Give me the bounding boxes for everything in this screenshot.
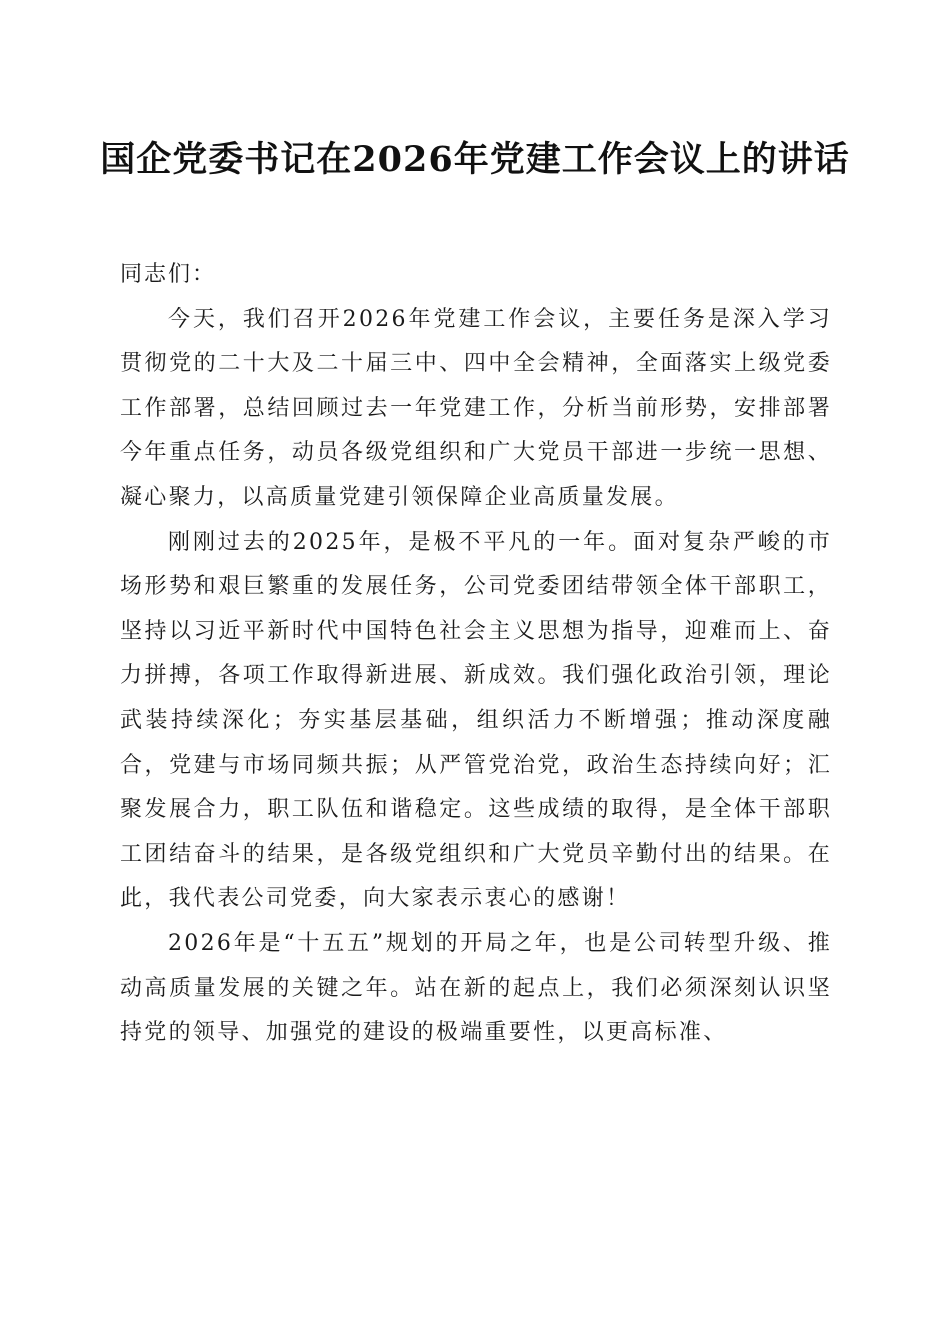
paragraph-review-2025: 刚刚过去的2025年，是极不平凡的一年。面对复杂严峻的市场形势和艰巨繁重的发展任务，公司党委团结带领全体干部职工，坚持以习近平新时代中国特色社会主义思想为指导，迎难而上、奋力拼搏，各项工作取得新进展、新成效。我们强化政治引领，理论武装持续深化；夯实基层基础，组织活力不断增强；推动深度融合，党建与市场同频共振；从严管党治党，政治生态持续向好；汇聚发展合力，职工队伍和谐稳定。这些成绩的取得，是全体干部职工团结奋斗的结果，是各级党组织和广大党员辛勤付出的结果。在此，我代表公司党委，向大家表示衷心的感谢！ bbox=[120, 529, 832, 912]
document-body bbox=[120, 253, 832, 1056]
document-title: 国企党委书记在2026年党建工作会议上的讲话 bbox=[100, 139, 850, 180]
salutation: 同志们： bbox=[120, 262, 217, 287]
paragraph-outlook-2026: 2026年是“十五五”规划的开局之年，也是公司转型升级、推动高质量发展的关键之年。站在新的起点上，我们必须深刻认识坚持党的领导、加强党的建设的极端重要性，以更高标准、 bbox=[120, 930, 832, 1046]
paragraph-opening: 今天，我们召开2026年党建工作会议，主要任务是深入学习贯彻党的二十大及二十届三中、四中全会精神，全面落实上级党委工作部署，总结回顾过去一年党建工作，分析当前形势，安排部署今年重点任务，动员各级党组织和广大党员干部进一步统一思想、凝心聚力，以高质量党建引领保障企业高质量发展。 bbox=[120, 306, 832, 510]
